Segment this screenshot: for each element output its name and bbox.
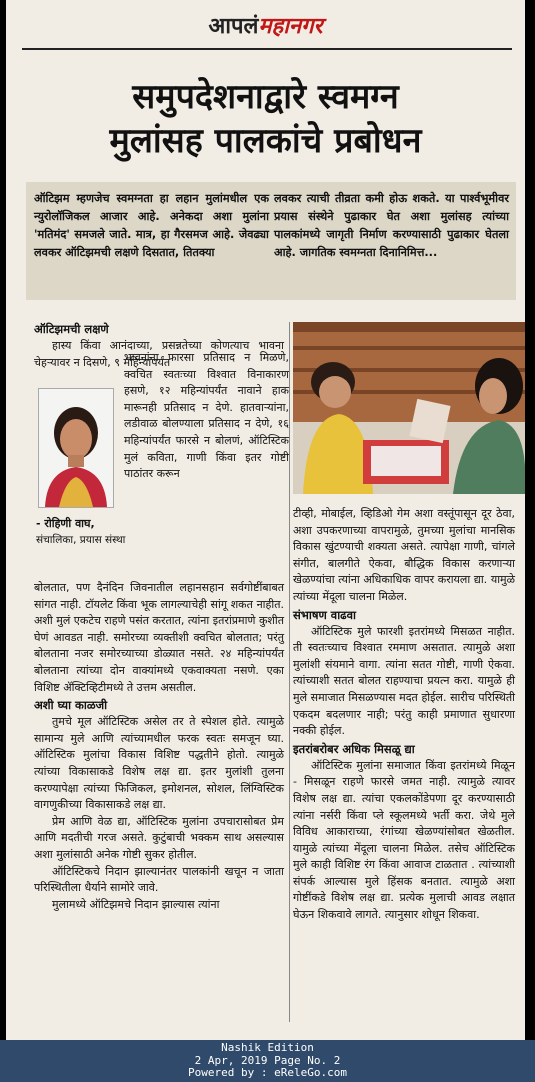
date-page-label: 2 Apr, 2019 Page No. 2 xyxy=(194,1053,341,1067)
photo-child-with-parent xyxy=(293,322,525,494)
newspaper-page xyxy=(6,0,525,1040)
intro-column-1: ऑटिझम म्हणजेच स्वमग्नता हा लहान मुलांमधील एक न्युरोलॉजिकल आजार आहे. अनेकदा अशा मुलांना 'मतिमंद' समजले जाते. मात्र, हा गैरसमज आहे. जेवढ्या लवकर ऑटिझमची लक्षणे दिसतात, तितक्या xyxy=(34,192,269,259)
paragraph: टीव्ही, मोबाईल, व्हिडिओ गेम अशा वस्तूंपासून दूर ठेवा, अशा उपकरणाच्या वापरामुळे, तुमच्या मुलांचा मानसिक विकास खुंटण्याची शक्यता असते. त्यापेक्षा गाणी, चांगले संगीत, बालगीते ऐकवा, बौद्धिक विकास करणाऱ्या खेळण्यांचा त्यांना अधिकाधिक वापर करायला द्या. यामुळे त्यांच्या मेंदूला चालना मिळेल. xyxy=(293,507,515,603)
powered-by-label: Powered by : eReleGo.com xyxy=(188,1066,347,1079)
paragraph: ऑटिस्टिक मुले फारशी इतरांमध्ये मिसळत नाहीत. ती स्वतःच्याच विश्वात रममाण असतात. त्यामुळे अशा मुलांशी संयमाने वागा. त्यांना सतत गोष्टी, गाणी ऐकवा. त्यांच्याशी सतत बोलत राहण्याचा प्रयत्न करा. यामुळे ही मुले समाजात मिसळण्यास मदत होईल. सारीच परिस्थिती एकदम बदलणार नाही; परंतु काही प्रमाणात सुधारणा नक्की होईल. xyxy=(293,624,515,738)
column-divider xyxy=(289,322,290,1022)
paragraph: मुलामध्ये ऑटिझमचे निदान झाल्यास त्यांना xyxy=(52,897,220,911)
paragraph: हास्य किंवा आनंदाच्या, प्रसन्नतेच्या कोणत्याच भावना चेहऱ्यावर न दिसणे, ९ महिन्यांपर्यंत xyxy=(34,339,284,369)
paragraph: बोलतात, पण दैनंदिन जिवनातील लहानसहान सर्वगोष्टींबाबत सांगत नाही. टॉयलेट किंवा भूक लागल्याचेही सांगू शकत नाहीत. अशी मुलं एकटेच राहणे पसंत करतात, त्यांना इतरांप्रमाणे कुशीत घेणं आवडत नाही. समोरच्या व्यक्तीशी क्वचित बोलतात; परंतु बोलताना नजर समोरच्याच्या डोळ्यात नसते. २४ महिन्यांपर्यंत बोलताना त्यांच्या दोन वाक्यांमध्ये एकवाक्यता नसणे. एका विशिष्ट ॲक्टिव्हिटीमध्ये ते उत्तम असतील. xyxy=(34,581,284,694)
masthead-divider xyxy=(22,48,512,50)
newspaper-logo: आपलंमहानगर xyxy=(208,14,323,39)
paragraph: ऑटिस्टिकचे निदान झाल्यानंतर पालकांनी खचून न जाता परिस्थितीला धैर्याने सामोरे जावे. xyxy=(34,864,284,895)
subhead-care: अशी घ्या काळजी xyxy=(34,698,108,713)
author-portrait xyxy=(38,388,114,508)
left-column-continued xyxy=(34,580,284,913)
author-name: - रोहिणी वाघ, xyxy=(36,517,95,530)
intro-column-2: लवकर त्याची तीव्रता कमी होऊ शकते. या पार्श्वभूमीवर प्रयास संस्थेने पुढाकार घेत अशा मुलांसह त्यांच्या पालकांमध्ये जागृती निर्माण करण्यासाठी पुढाकार घेतला आहे. जागतिक स्वमग्नता दिनानिमित्त... xyxy=(274,192,509,259)
portrait-image xyxy=(39,389,113,507)
article-headline: समुपदेशनाद्वारे स्वमग्न मुलांसह पालकांचे प्रबोधन xyxy=(109,77,422,161)
paragraph-wrapped: भावनांना फारसा प्रतिसाद न मिळणे, क्वचित स्वतःच्या विश्वात विनाकारण हसणे, १२ महिन्यांपर्यंत नावाने हाक मारूनही प्रतिसाद न देणे. हातवाऱ्यांना, लडीवाळ बोलण्याला प्रतिसाद न देणे, १६ महिन्यांपर्यंत फारसे न बोलणं, ऑटिस्टिक मुलं कविता, गाणी किंवा इतर गोष्टी पाठांतर करून xyxy=(124,351,289,481)
subhead-socialize: इतरांबरोबर अधिक मिसळू द्या xyxy=(293,741,415,756)
paragraph: प्रेम आणि वेळ द्या, ऑटिस्टिक मुलांना उपचारासोबत प्रेम आणि मदतीची गरज असते. कुटुंबाची भक्कम साथ असल्यास अशा मुलांसाठी अनेक गोष्टी सुकर होतील. xyxy=(34,814,284,861)
paragraph: ऑटिस्टिक मुलांना समाजात किंवा इतरांमध्ये मिळून - मिसळून राहणे फारसे जमत नाही. त्यामुळे त्यावर विशेष लक्ष द्या. त्यांचा एकलकोंडेपणा दूर करण्यासाठी त्यांना नर्सरी किंवा प्ले स्कूलमध्ये भर्ती करा. जेथे मुले विविध आकाराच्या, रंगांच्या खेळण्यांसोबत खेळतील. यामुळे त्यांच्या मेंदूला चालना मिळेल. तसेच ऑटिस्टिक मुले काही विशिष्ट रंग किंवा आवाज टाळतात . त्यांच्याशी संपर्क आल्यास मुले हिंसक बनतात. त्यामुळे अशा गोष्टींकडे विशेष लक्ष द्या. प्रत्येक मुलाची आवड लक्षात घेऊन शिकवावे लागते. त्यानुसार शोधून शिकवा. xyxy=(293,758,515,922)
author-role: संचालिका, प्रयास संस्था xyxy=(36,534,126,546)
subhead-conversation: संभाषण वाढवा xyxy=(293,607,357,622)
edition-label: Nashik Edition xyxy=(221,1041,314,1054)
intro-box xyxy=(26,182,516,300)
masthead xyxy=(6,0,525,50)
subhead-symptoms: ऑटिझमची लक्षणे xyxy=(34,322,109,336)
right-column xyxy=(293,506,515,924)
paragraph: तुमचे मूल ऑटिस्टिक असेल तर ते स्पेशल होते. त्यामुळे सामान्य मुले आणि त्यांच्यामधील फरक स्वतः समजून घ्या. ऑटिस्टिक मुलांचा विकास विशिष्ट पद्धतीने होतो. त्यामुळे त्यांच्या विकासाकडे विशेष लक्ष द्या. इतर मुलांशी तुलना करण्यापेक्षा त्यांच्या फिजिकल, इमोशनल, सोशल, लिंग्विस्टिक वागणुकीच्या विकासाकडे लक्ष द्या. xyxy=(34,715,284,812)
epaper-footer xyxy=(0,1040,535,1082)
article-photo xyxy=(293,322,525,494)
author-caption xyxy=(36,516,126,548)
